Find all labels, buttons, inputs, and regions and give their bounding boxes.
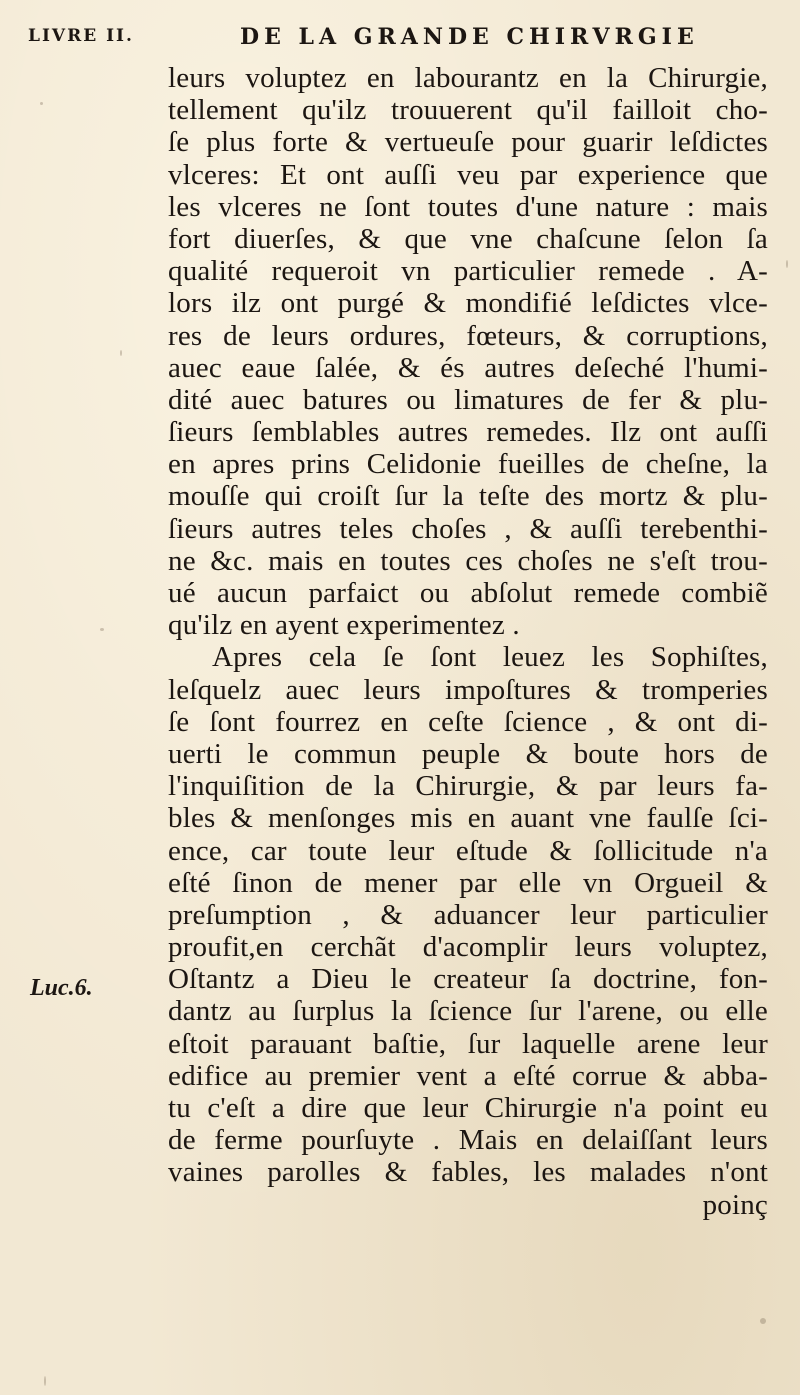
- text-line: proufit,en cerchãt d'acomplir leurs voluptez,: [168, 931, 768, 964]
- book-number: LIVRE II.: [28, 26, 134, 46]
- text-line: ne &c. mais en toutes ces choſes ne s'eſt trou-: [168, 544, 768, 577]
- text-line: tu c'eſt a dire que leur Chirurgie n'a point eu: [168, 1092, 768, 1124]
- text-line: Oſtantz a Dieu le createur ſa doctrine, fon-: [168, 963, 768, 996]
- text-line: ſieurs autres teles choſes , & auſſi terebenthi-: [168, 512, 768, 545]
- text-line: ué aucun parfaict ou abſolut remede combiẽ: [168, 577, 768, 609]
- text-line: vlceres: Et ont auſſi veu par experience que: [168, 158, 768, 191]
- text-line: en apres prins Celidonie fueilles de cheſne, la: [168, 448, 768, 481]
- text-line: ſieurs ſemblables autres remedes. Ilz ont auſſi: [168, 416, 768, 449]
- text-line: dantz au ſurplus la ſcience ſur l'arene, ou elle: [168, 995, 768, 1028]
- text-line: mouſſe qui croiſt ſur la teſte des mortz & plu-: [168, 480, 768, 513]
- text-line: uerti le commun peuple & boute hors de: [168, 737, 768, 770]
- text-line: edifice au premier vent a eſté corrue & abba-: [168, 1059, 768, 1092]
- text-line-paragraph-end: qu'ilz en ayent experimentez .: [168, 609, 520, 642]
- text-line: l'inquiſition de la Chirurgie, & par leurs fa-: [168, 770, 768, 803]
- text-line: ſe plus forte & vertueuſe pour guarir leſdictes: [168, 126, 768, 159]
- paper-speck: [760, 1318, 766, 1324]
- text-line: ſe ſont fourrez en ceſte ſcience , & ont di-: [168, 705, 768, 738]
- text-line: auec eaue ſalée, & és autres deſeché l'humi-: [168, 351, 768, 384]
- text-line: fort diuerſes, & que vne chaſcune ſelon ſa: [168, 222, 768, 255]
- text-line: vaines parolles & fables, les malades n'ont: [168, 1156, 768, 1189]
- text-line: de ferme pourſuyte . Mais en delaiſſant leurs: [168, 1124, 768, 1157]
- running-head: [0, 20, 800, 60]
- text-line: lors ilz ont purgé & mondifié leſdictes vlce-: [168, 287, 768, 320]
- text-line: preſumption , & aduancer leur particulier: [168, 898, 768, 931]
- paper-speck: [44, 1376, 46, 1386]
- text-line: leſquelz auec leurs impoſtures & tromperies: [168, 673, 768, 706]
- paper-speck: [100, 628, 104, 631]
- catchword: poinç: [702, 1188, 768, 1221]
- text-line: bles & menſonges mis en auant vne faulſe ſci-: [168, 802, 768, 835]
- paper-speck: [786, 260, 788, 268]
- margin-note: Luc.6.: [30, 975, 93, 1001]
- book-title: DE LA GRANDE CHIRVRGIE: [240, 24, 699, 50]
- text-line: ence, car toute leur eſtude & ſollicitude n'a: [168, 834, 768, 867]
- text-line: tellement qu'ilz trouuerent qu'il failloit cho-: [168, 94, 768, 127]
- text-line: qualité requeroit vn particulier remede . A-: [168, 255, 768, 288]
- paper-speck: [120, 350, 122, 356]
- text-line: les vlceres ne ſont toutes d'une nature : mais: [168, 190, 768, 223]
- text-line: dité auec batures ou limatures de fer & plu-: [168, 383, 768, 416]
- text-line-paragraph-start: Apres cela ſe ſont leuez les Sophiſtes,: [212, 641, 768, 674]
- text-line: eſtoit parauant baſtie, ſur laquelle arene leur: [168, 1027, 768, 1060]
- text-line: res de leurs ordures, fœteurs, & corruptions,: [168, 319, 768, 352]
- body-text: [168, 62, 768, 1221]
- paper-speck: [40, 102, 43, 105]
- text-line: eſté ſinon de mener par elle vn Orgueil &: [168, 866, 768, 899]
- text-line: leurs voluptez en labourantz en la Chirurgie,: [168, 62, 768, 94]
